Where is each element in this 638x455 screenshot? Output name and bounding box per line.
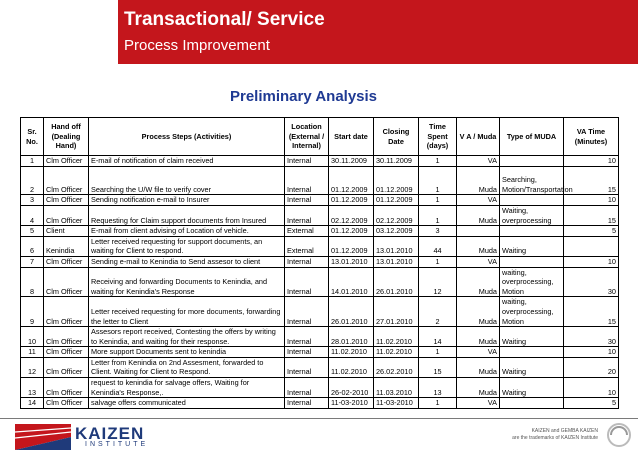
table-cell: Letter from Kenindia on 2nd Assesment, forwarded to Client. Waiting for Client to Respond. — [89, 357, 285, 377]
trademark-line: KAIZEN and GEMBA KAIZEN — [531, 428, 598, 434]
table-cell: 30.11.2009 — [329, 156, 374, 167]
table-cell: 1 — [419, 156, 457, 167]
table-cell: 1 — [419, 347, 457, 358]
table-cell: Sending e-mail to Kenindia to Send assesor to client — [89, 256, 285, 267]
table-cell: 13.01.2010 — [374, 256, 419, 267]
table-cell: VA — [457, 195, 500, 206]
table-cell: request to kenindia for salvage offers, Waiting for Kenindia's Response,. — [89, 378, 285, 398]
kaizen-logo — [15, 424, 163, 450]
table-cell: 10 — [564, 195, 619, 206]
table-cell: Muda — [457, 378, 500, 398]
table-cell: 3 — [419, 226, 457, 237]
table-row — [21, 297, 619, 327]
table-cell: 9 — [21, 297, 44, 327]
table-cell: 12 — [21, 357, 44, 377]
table-cell: Clm Officer — [44, 166, 89, 195]
table-cell: Internal — [285, 357, 329, 377]
table-row — [21, 166, 619, 195]
table-cell: 13 — [419, 378, 457, 398]
logo-mark-icon — [15, 424, 71, 450]
table-cell: 7 — [21, 256, 44, 267]
table-cell: 8 — [21, 267, 44, 297]
column-header: V A / Muda — [457, 118, 500, 156]
table-row — [21, 327, 619, 347]
table-cell: Muda — [457, 205, 500, 225]
table-cell: Muda — [457, 166, 500, 195]
table-cell: 11-03-2010 — [374, 398, 419, 409]
table-cell: Clm Officer — [44, 267, 89, 297]
analysis-table — [20, 117, 619, 409]
table-cell: Receiving and forwarding Documents to Kenindia, and waiting for Kenindia's Response — [89, 267, 285, 297]
table-cell: 5 — [564, 226, 619, 237]
table-cell: VA — [457, 156, 500, 167]
table-cell — [500, 156, 564, 167]
table-row — [21, 195, 619, 206]
table-cell: 15 — [564, 166, 619, 195]
table-cell: 11.02.2010 — [374, 327, 419, 347]
column-header: VA Time (Minutes) — [564, 118, 619, 156]
table-cell: Waiting — [500, 378, 564, 398]
table-cell: 14 — [419, 327, 457, 347]
table-cell: 01.12.2009 — [329, 166, 374, 195]
column-header: Closing Date — [374, 118, 419, 156]
table-cell: waiting, overprocessing, Motion — [500, 267, 564, 297]
table-cell: Assesors report received, Contesting the offers by writing to Kenindia, and waiting for their response. — [89, 327, 285, 347]
table-cell: salvage offers communicated — [89, 398, 285, 409]
table-cell: Clm Officer — [44, 297, 89, 327]
trademark-line: are the trademarks of KAIZEN Institute — [512, 435, 598, 441]
table-cell: Muda — [457, 327, 500, 347]
table-row — [21, 357, 619, 377]
table-cell — [457, 226, 500, 237]
table-cell: 20 — [564, 357, 619, 377]
table-cell — [500, 226, 564, 237]
table-cell: 10 — [564, 256, 619, 267]
table-cell: 1 — [419, 398, 457, 409]
table-cell: 30 — [564, 267, 619, 297]
table-cell: Sending notification e-mail to Insurer — [89, 195, 285, 206]
table-cell: Internal — [285, 327, 329, 347]
table-cell: 13 — [21, 378, 44, 398]
table-cell: Requesting for Claim support documents from Insured — [89, 205, 285, 225]
table-cell: 14.01.2010 — [329, 267, 374, 297]
table-cell: Clm Officer — [44, 347, 89, 358]
table-cell: 13.01.2010 — [374, 236, 419, 256]
table-cell: 10 — [564, 156, 619, 167]
table-cell: 1 — [21, 156, 44, 167]
table-cell: 5 — [564, 398, 619, 409]
table-cell — [500, 195, 564, 206]
table-cell: Letter received requesting for support documents, an waiting for Client to respond. — [89, 236, 285, 256]
table-cell: Internal — [285, 256, 329, 267]
table-cell: VA — [457, 256, 500, 267]
table-cell: External — [285, 236, 329, 256]
table-cell: VA — [457, 398, 500, 409]
table-cell: 44 — [419, 236, 457, 256]
table-cell: Letter received requesting for more documents, forwarding the letter to Client — [89, 297, 285, 327]
table-cell — [500, 347, 564, 358]
table-cell: Kenindia — [44, 236, 89, 256]
table-cell: More support Documents sent to kenindia — [89, 347, 285, 358]
table-cell: 1 — [419, 205, 457, 225]
table-cell: Internal — [285, 347, 329, 358]
table-cell: waiting, overprocessing, Motion — [500, 297, 564, 327]
table-cell: Clm Officer — [44, 378, 89, 398]
table-row — [21, 236, 619, 256]
page-subtitle: Process Improvement — [124, 37, 270, 54]
table-cell: 14 — [21, 398, 44, 409]
table-cell: 5 — [21, 226, 44, 237]
table-row — [21, 256, 619, 267]
table-cell: VA — [457, 347, 500, 358]
column-header: Process Steps (Activities) — [89, 118, 285, 156]
table-cell: Internal — [285, 156, 329, 167]
analysis-table-container — [20, 117, 618, 412]
table-cell: Muda — [457, 236, 500, 256]
table-cell: 01.12.2009 — [329, 236, 374, 256]
table-cell: 26.02.2010 — [374, 357, 419, 377]
table-cell: Internal — [285, 195, 329, 206]
table-cell: 30.11.2009 — [374, 156, 419, 167]
table-cell: 02.12.2009 — [374, 205, 419, 225]
table-cell: 6 — [21, 236, 44, 256]
footer-divider — [0, 418, 638, 419]
table-cell: Clm Officer — [44, 205, 89, 225]
table-cell: 11.02.2010 — [329, 347, 374, 358]
table-cell: Clm Officer — [44, 156, 89, 167]
table-cell: Client — [44, 226, 89, 237]
table-cell: Internal — [285, 267, 329, 297]
table-cell: Muda — [457, 357, 500, 377]
table-cell: 11.02.2010 — [329, 357, 374, 377]
table-cell: 2 — [419, 297, 457, 327]
table-cell: 27.01.2010 — [374, 297, 419, 327]
table-cell: 01.12.2009 — [374, 166, 419, 195]
table-cell: 10 — [564, 347, 619, 358]
table-cell: 01.12.2009 — [329, 226, 374, 237]
table-row — [21, 156, 619, 167]
table-cell: Internal — [285, 398, 329, 409]
table-cell: 01.12.2009 — [329, 195, 374, 206]
table-cell: 02.12.2009 — [329, 205, 374, 225]
table-cell: 10 — [21, 327, 44, 347]
table-cell: Clm Officer — [44, 398, 89, 409]
table-cell — [564, 236, 619, 256]
column-header: Type of MUDA — [500, 118, 564, 156]
table-cell: Waiting — [500, 357, 564, 377]
table-cell — [500, 256, 564, 267]
table-cell: 4 — [21, 205, 44, 225]
table-cell: 01.12.2009 — [374, 195, 419, 206]
table-cell: Internal — [285, 297, 329, 327]
table-cell: Searching, Motion/Transportation — [500, 166, 564, 195]
table-cell: 26.01.2010 — [374, 267, 419, 297]
table-cell: Internal — [285, 166, 329, 195]
table-cell: Clm Officer — [44, 195, 89, 206]
table-cell: 26.01.2010 — [329, 297, 374, 327]
table-cell: 15 — [419, 357, 457, 377]
table-cell: Muda — [457, 267, 500, 297]
table-row — [21, 398, 619, 409]
table-cell: 1 — [419, 195, 457, 206]
table-cell: Waiting — [500, 236, 564, 256]
logo-text: KAIZEN — [75, 424, 145, 443]
trademark-note — [512, 428, 598, 442]
table-cell: 12 — [419, 267, 457, 297]
table-cell: Clm Officer — [44, 357, 89, 377]
table-row — [21, 226, 619, 237]
table-cell: 3 — [21, 195, 44, 206]
table-cell: 03.12.2009 — [374, 226, 419, 237]
table-row — [21, 378, 619, 398]
page-title: Transactional/ Service — [124, 9, 325, 30]
table-cell: 11 — [21, 347, 44, 358]
table-cell: 26-02-2010 — [329, 378, 374, 398]
table-body — [21, 156, 619, 409]
table-cell: E-mail from client advising of Location of vehicle. — [89, 226, 285, 237]
table-cell: 11.03.2010 — [374, 378, 419, 398]
column-header: Sr. No. — [21, 118, 44, 156]
table-row — [21, 347, 619, 358]
table-cell: 11-03-2010 — [329, 398, 374, 409]
table-cell: Internal — [285, 378, 329, 398]
table-cell: External — [285, 226, 329, 237]
table-cell: Internal — [285, 205, 329, 225]
table-cell: Muda — [457, 297, 500, 327]
swirl-icon — [606, 422, 632, 448]
table-cell: Waiting, overprocessing — [500, 205, 564, 225]
section-title: Preliminary Analysis — [230, 88, 378, 105]
table-cell: 11.02.2010 — [374, 347, 419, 358]
table-header-row — [21, 118, 619, 156]
column-header: Hand off (Dealing Hand) — [44, 118, 89, 156]
table-row — [21, 267, 619, 297]
table-cell: 28.01.2010 — [329, 327, 374, 347]
table-cell: 13.01.2010 — [329, 256, 374, 267]
column-header: Start date — [329, 118, 374, 156]
table-cell: Searching the U/W file to verify cover — [89, 166, 285, 195]
table-cell: 1 — [419, 256, 457, 267]
table-cell: 2 — [21, 166, 44, 195]
table-cell: Clm Officer — [44, 256, 89, 267]
logo-subtext: INSTITUTE — [85, 441, 149, 448]
table-cell: Waiting — [500, 327, 564, 347]
column-header: Time Spent (days) — [419, 118, 457, 156]
table-cell: Clm Officer — [44, 327, 89, 347]
table-cell: 15 — [564, 297, 619, 327]
table-cell: 10 — [564, 378, 619, 398]
table-cell: 15 — [564, 205, 619, 225]
table-cell: 1 — [419, 166, 457, 195]
table-cell — [500, 398, 564, 409]
header-left-panel — [0, 0, 118, 64]
table-cell: 30 — [564, 327, 619, 347]
table-row — [21, 205, 619, 225]
column-header: Location (External / Internal) — [285, 118, 329, 156]
table-cell: E-mail of notification of claim received — [89, 156, 285, 167]
